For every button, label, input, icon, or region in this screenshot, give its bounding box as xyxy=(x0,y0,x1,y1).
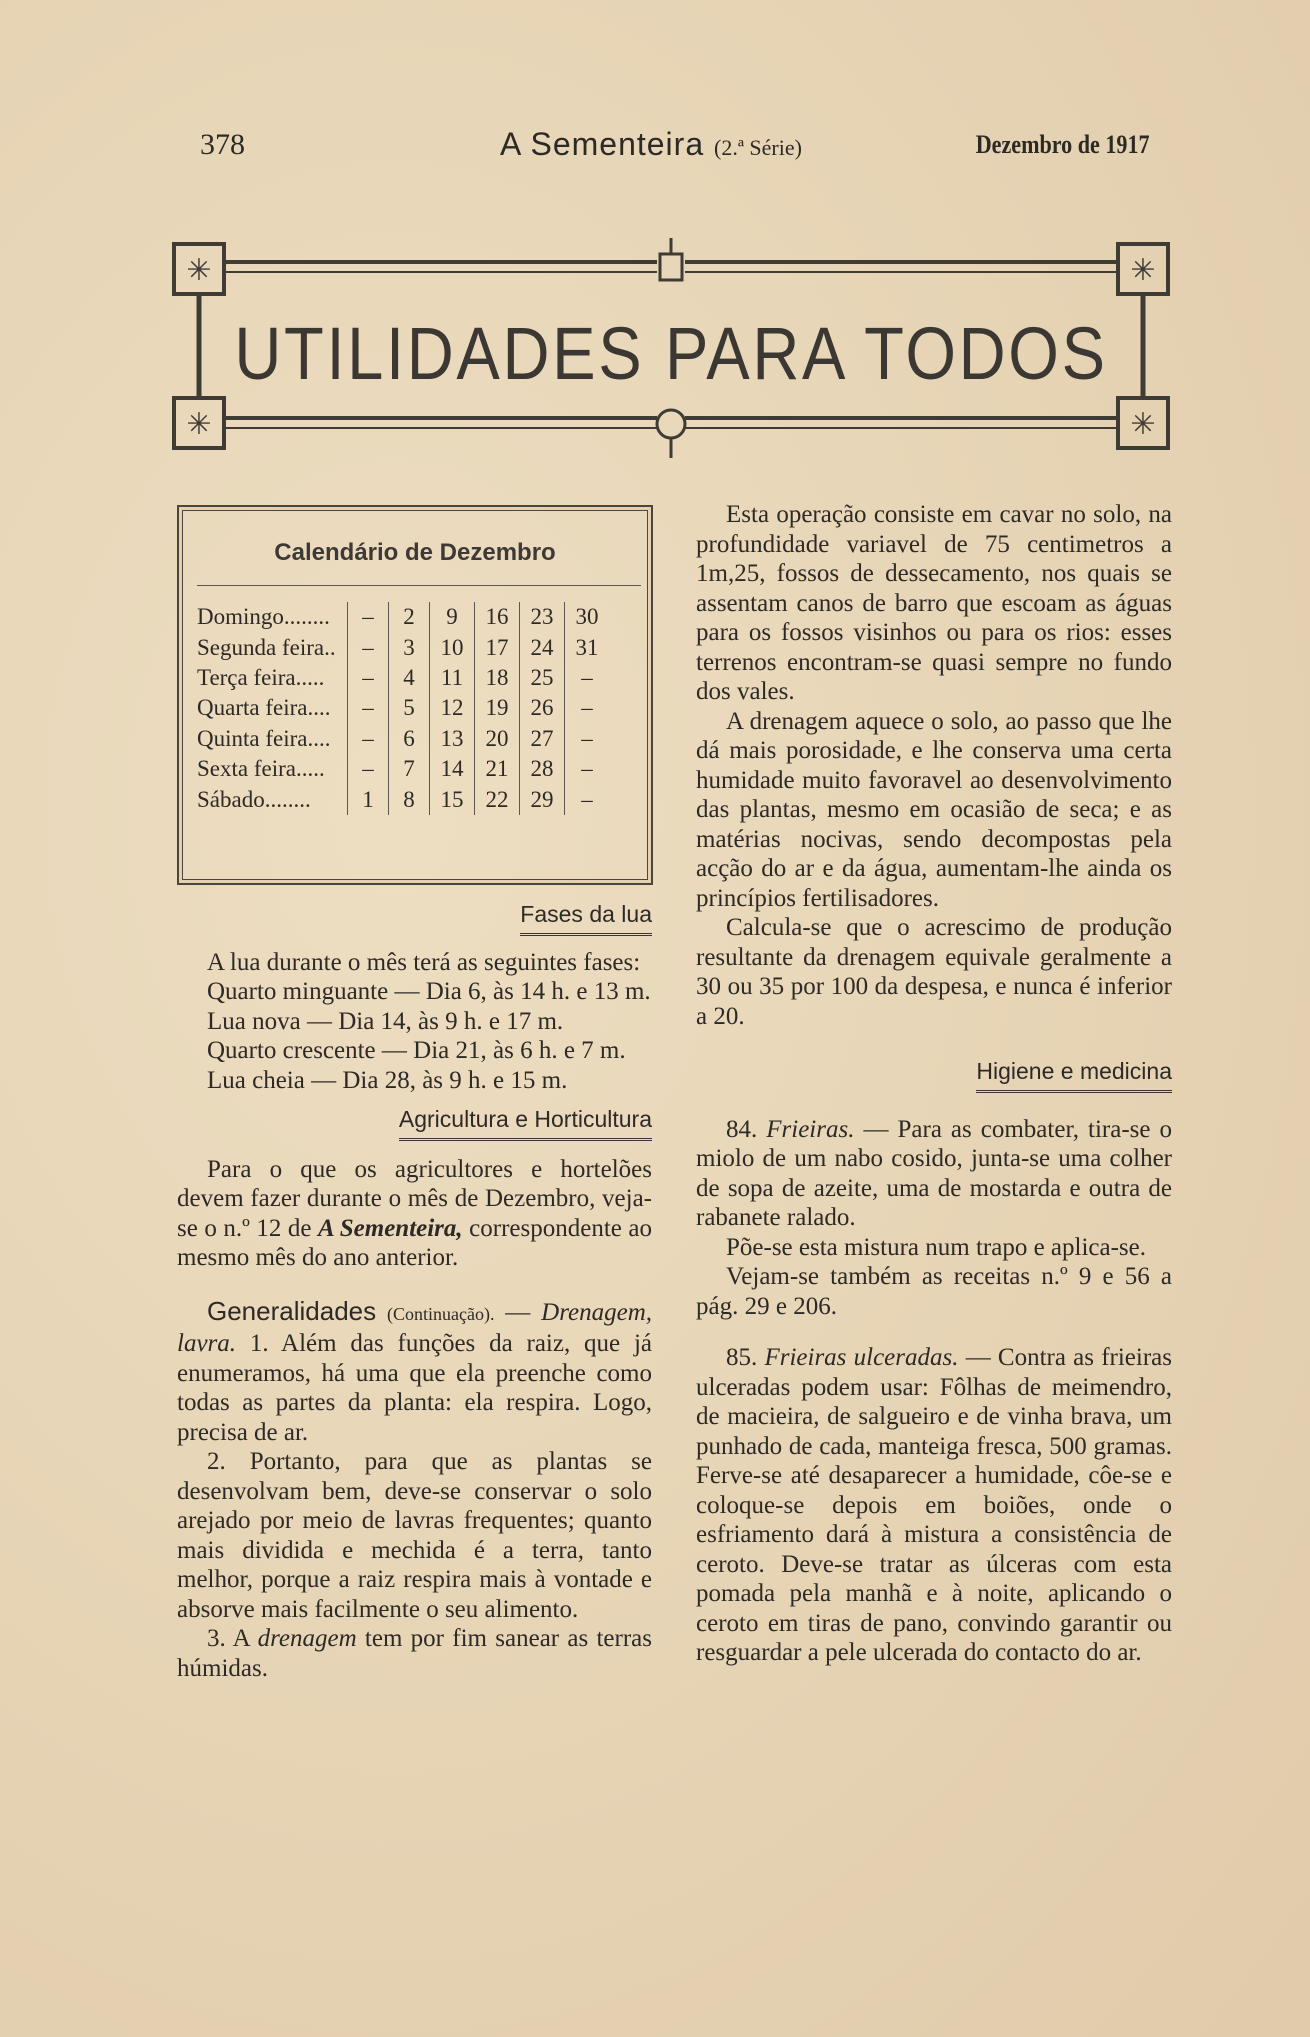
right-column xyxy=(696,500,1172,1668)
svg-text:✳: ✳ xyxy=(186,407,212,442)
section-banner xyxy=(172,238,1170,458)
calendar-date-cell: 9 xyxy=(430,602,475,632)
calendar-date-cell: 13 xyxy=(430,724,475,754)
calendar-date-cell: 23 xyxy=(520,602,565,632)
calendar-date-cell: 4 xyxy=(389,663,430,693)
calendar-date-cell: – xyxy=(348,754,389,784)
calendar-date-cell: 21 xyxy=(475,754,520,784)
calendar-row xyxy=(197,693,609,723)
calendar-divider xyxy=(197,585,641,586)
calendar-date-cell: – xyxy=(565,724,610,754)
calendar-day-name: Terça feira..... xyxy=(197,664,325,690)
calendar-date-cell: – xyxy=(348,632,389,662)
calendar-row xyxy=(197,724,609,754)
issue-date: Dezembro de 1917 xyxy=(976,130,1150,159)
calendar-row xyxy=(197,754,609,784)
moon-phase-last-quarter: Quarto minguante — Dia 6, às 14 h. e 13 m. xyxy=(207,978,651,1005)
calendar-day-name: Domingo........ xyxy=(197,604,330,630)
calendar-date-cell: 27 xyxy=(520,724,565,754)
calendar-date-cell: 26 xyxy=(520,693,565,723)
calendar-date-cell: – xyxy=(565,693,610,723)
calendar-date-cell: 29 xyxy=(520,784,565,814)
agriculture-paragraph: Para o que os agricultores e hortelões devem fazer durante o mês de Dezembro, veja-se o n.º 12 de A Sementeira, correspondente ao mesmo mês do ano anterior. xyxy=(177,1155,652,1271)
calendar-date-cell: 30 xyxy=(565,602,610,632)
calendar-date-cell: 16 xyxy=(475,602,520,632)
calendar-date-cell: 2 xyxy=(389,602,430,632)
moon-phase-first-quarter: Quarto crescente — Dia 21, às 6 h. e 7 m. xyxy=(207,1037,626,1064)
calendar-day-name: Quinta feira.... xyxy=(197,725,331,751)
calendar-date-cell: 8 xyxy=(389,784,430,814)
moon-heading: Fases da lua xyxy=(177,900,652,936)
generalities-title: Generalidades xyxy=(207,1295,377,1326)
calendar-day-name: Quarta feira.... xyxy=(197,695,331,721)
moon-intro: A lua durante o mês terá as seguintes fases: xyxy=(207,948,641,976)
calendar-date-cell: 28 xyxy=(520,754,565,784)
calendar-date-cell: – xyxy=(565,663,610,693)
calendar-date-cell: 20 xyxy=(475,724,520,754)
calendar-box xyxy=(177,505,653,885)
calendar-row xyxy=(197,632,609,662)
calendar-date-cell: – xyxy=(348,602,389,632)
calendar-day-name: Sábado........ xyxy=(197,786,311,812)
journal-title: A Sementeira (2.ª Série) xyxy=(500,126,802,162)
calendar-row xyxy=(197,784,609,814)
calendar-date-cell: 3 xyxy=(389,632,430,662)
calendar-date-cell: 1 xyxy=(348,784,389,814)
calendar-date-cell: 24 xyxy=(520,632,565,662)
calendar-row xyxy=(197,663,609,693)
calendar-title: Calendário de Dezembro xyxy=(274,539,556,566)
calendar-date-cell: – xyxy=(348,693,389,723)
svg-text:✳: ✳ xyxy=(1130,407,1156,442)
calendar-date-cell: 6 xyxy=(389,724,430,754)
calendar-date-cell: 10 xyxy=(430,632,475,662)
agriculture-heading: Agricultura e Horticultura xyxy=(177,1105,652,1141)
svg-text:✳: ✳ xyxy=(1130,253,1156,288)
left-column xyxy=(177,900,652,1683)
calendar-date-cell: 19 xyxy=(475,693,520,723)
svg-text:✳: ✳ xyxy=(186,253,212,288)
drainage-paragraph-1: Esta operação consiste em cavar no solo, na profundidade variavel de 75 centimetros a 1m,25, fossos de dessecamento, nos quais se assentam canos de barro que escoam as águas para os fossos visinhos ou para os rios: esses terrenos encontram-se quasi sempre no fundo dos vales. xyxy=(696,501,1172,705)
health-heading: Higiene e medicina xyxy=(696,1057,1172,1093)
calendar-date-cell: – xyxy=(565,754,610,784)
calendar-date-cell: 15 xyxy=(430,784,475,814)
calendar-date-cell: 12 xyxy=(430,693,475,723)
recipe-84: 84. Frieiras. — Para as combater, tira-se o miolo de um nabo cosido, junta-se uma colher de sopa de azeite, uma de mostarda e outra de rabanete ralado. xyxy=(696,1115,1173,1231)
calendar-date-cell: 25 xyxy=(520,663,565,693)
calendar-row xyxy=(197,602,609,632)
calendar-date-cell: 5 xyxy=(389,693,430,723)
calendar-date-cell: 7 xyxy=(389,754,430,784)
series-label: (2.ª Série) xyxy=(714,135,802,160)
recipe-85: 85. Frieiras ulceradas. — Contra as frieiras ulceradas podem usar: Fôlhas de meimendro, de macieira, de salgueiro e de vinha brava, um punhado de cada, manteiga fresca, 500 gramas. Ferve-se até desaparecer a humidade, côe-se e coloque-se depois em boiões, onde o esfriamento dará à mistura a consistência de ceroto. Deve-se tratar as úlceras com esta pomada pela manhã e à noite, aplicando o ceroto em tiras de pano, convindo garantir ou resguardar a pele ulcerada do contacto do ar. xyxy=(696,1344,1173,1666)
drainage-paragraph-3: Calcula-se que o acrescimo de produção resultante da drenagem equivale geralmente a 30 ou 35 por 100 da despesa, e nunca é inferior a 20. xyxy=(696,914,1172,1030)
calendar-table xyxy=(197,602,609,815)
recipe-84-reference: Vejam-se também as receitas n.º 9 e 56 a pág. 29 e 206. xyxy=(696,1263,1172,1320)
generalities-point-3: 3. A drenagem tem por fim sanear as terras húmidas. xyxy=(177,1625,653,1682)
generalities-point-2: 2. Portanto, para que as plantas se desenvolvam bem, deve-se conservar o solo arejado por meio de lavras frequentes; quanto mais dividida e mechida é a terra, tanto melhor, porque a raiz respira mais à vontade e absorve mais facilmente o seu alimento. xyxy=(177,1448,652,1623)
calendar-day-name: Segunda feira.. xyxy=(197,634,336,660)
calendar-date-cell: 31 xyxy=(565,632,610,662)
calendar-date-cell: 14 xyxy=(430,754,475,784)
drainage-paragraph-2: A drenagem aquece o solo, ao passo que lhe dá mais porosidade, e lhe conserva uma certa humidade muito favoravel ao desenvolvimento das plantas, mesmo em ocasião de seca; e as matérias nocivas, sendo decompostas pela acção do ar e da água, aumentam-lhe ainda os princípios fertilisadores. xyxy=(696,707,1172,912)
calendar-date-cell: 18 xyxy=(475,663,520,693)
moon-phase-full: Lua cheia — Dia 28, às 9 h. e 15 m. xyxy=(207,1066,568,1094)
generalities-paragraph: Generalidades (Continuação). — Drenagem, lavra. 1. Além das funções da raiz, que já enumeramos, há uma que ela preenche como todas as partes da planta: ela respira. Logo, precisa de ar. xyxy=(177,1295,653,1446)
calendar-day-name: Sexta feira..... xyxy=(197,756,325,782)
banner-title: UTILIDADES PARA TODOS xyxy=(234,312,1108,395)
calendar-date-cell: 17 xyxy=(475,632,520,662)
calendar-date-cell: – xyxy=(348,663,389,693)
calendar-date-cell: – xyxy=(565,784,610,814)
calendar-date-cell: 22 xyxy=(475,784,520,814)
calendar-date-cell: – xyxy=(348,724,389,754)
running-header xyxy=(200,128,1150,168)
recipe-84-application: Põe-se esta mistura num trapo e aplica-se. xyxy=(726,1233,1146,1261)
moon-phase-new: Lua nova — Dia 14, às 9 h. e 17 m. xyxy=(207,1007,564,1035)
page-number: 378 xyxy=(200,128,245,161)
calendar-date-cell: 11 xyxy=(430,663,475,693)
